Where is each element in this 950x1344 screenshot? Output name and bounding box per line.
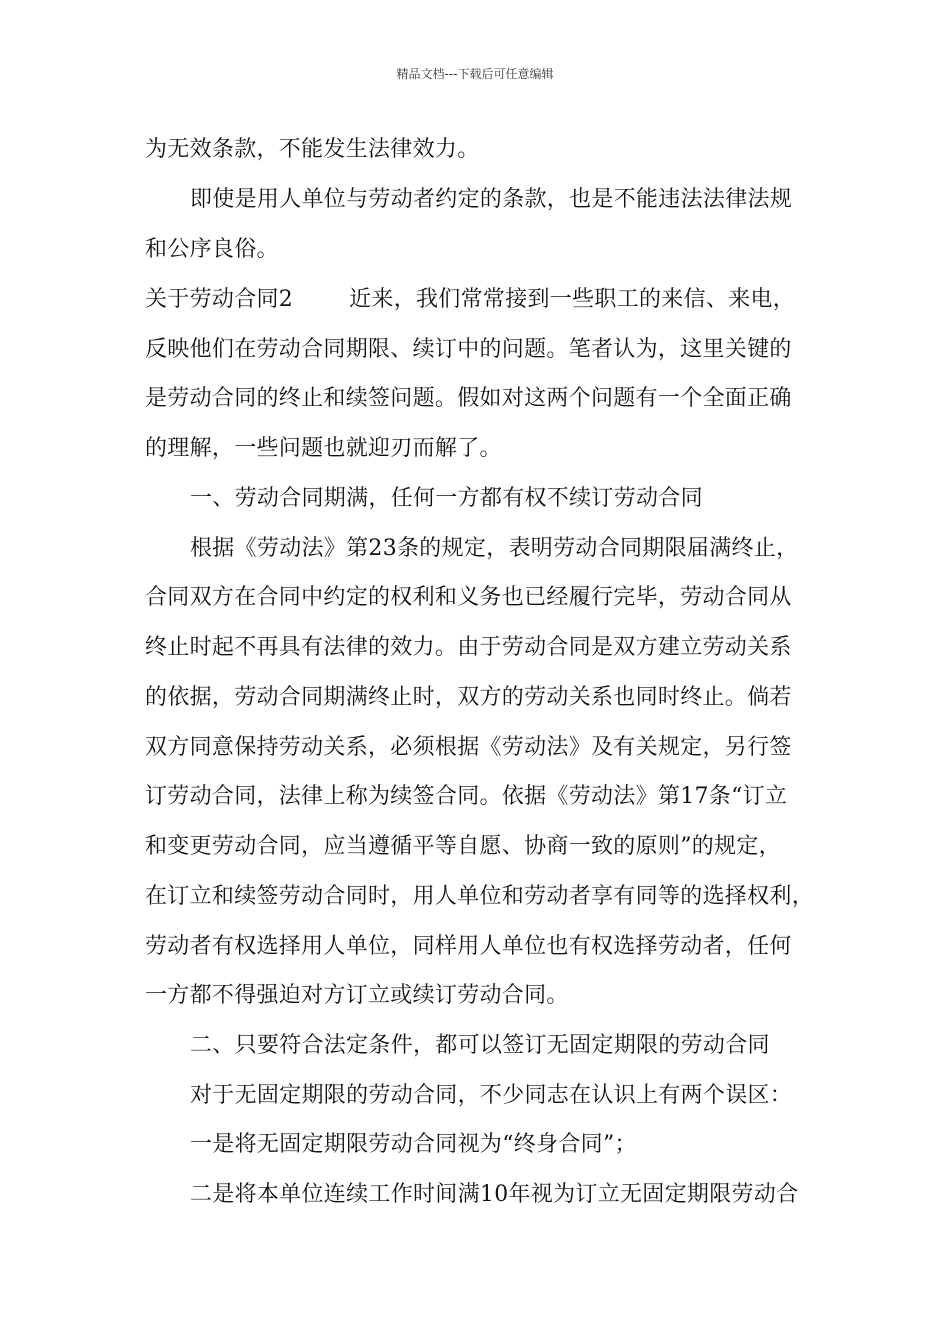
- text-line: 对于无固定期限的劳动合同，不少同志在认识上有两个误区：: [190, 1083, 793, 1108]
- text-line: 的理解，一些问题也就迎刃而解了。: [145, 436, 502, 461]
- text-line: 合同双方在合同中约定的权利和义务也已经履行完毕，劳动合同从: [145, 585, 792, 610]
- text-line: 订劳动合同，法律上称为续签合同。依据《劳动法》第17条“订立: [145, 784, 788, 809]
- section-title: 关于劳动合同2: [145, 287, 294, 312]
- text-line: 二是将本单位连续工作时间满10年视为订立无固定期限劳动合: [190, 1182, 799, 1207]
- section-title-line: [145, 285, 795, 315]
- text-line: 为无效条款，不能发生法律效力。: [145, 137, 480, 162]
- subheading: 二、只要符合法定条件，都可以签订无固定期限的劳动合同: [190, 1033, 770, 1058]
- text-line: 在订立和续签劳动合同时，用人单位和劳动者享有同等的选择权利，: [145, 884, 815, 909]
- text-line: 劳动者有权选择用人单位，同样用人单位也有权选择劳动者，任何: [145, 934, 792, 959]
- text-line: 的依据，劳动合同期满终止时，双方的劳动关系也同时终止。倘若: [145, 685, 792, 710]
- text-line: 双方同意保持劳动关系，必须根据《劳动法》及有关规定，另行签: [145, 735, 792, 760]
- text-line-continuation: 近来，我们常常接到一些职工的来信、来电，: [349, 287, 796, 312]
- text-line: 一是将无固定期限劳动合同视为“终身合同”；: [190, 1132, 637, 1157]
- text-line: 根据《劳动法》第23条的规定，表明劳动合同期限届满终止，: [190, 536, 799, 561]
- subheading: 一、劳动合同期满，任何一方都有权不续订劳动合同: [190, 486, 703, 511]
- text-line: 和变更劳动合同，应当遵循平等自愿、协商一致的原则”的规定，: [145, 834, 781, 859]
- text-line: 一方都不得强迫对方订立或续订劳动合同。: [145, 983, 569, 1008]
- page-header: 精品文档---下载后可任意编辑: [396, 67, 554, 81]
- text-line: 反映他们在劳动合同期限、续订中的问题。笔者认为，这里关键的: [145, 337, 792, 362]
- text-line: 是劳动合同的终止和续签问题。假如对这两个问题有一个全面正确: [145, 386, 792, 411]
- text-line: 即使是用人单位与劳动者约定的条款，也是不能违法法律法规: [190, 187, 793, 212]
- text-line: 终止时起不再具有法律的效力。由于劳动合同是双方建立劳动关系: [145, 635, 792, 660]
- text-line: 和公序良俗。: [145, 237, 279, 262]
